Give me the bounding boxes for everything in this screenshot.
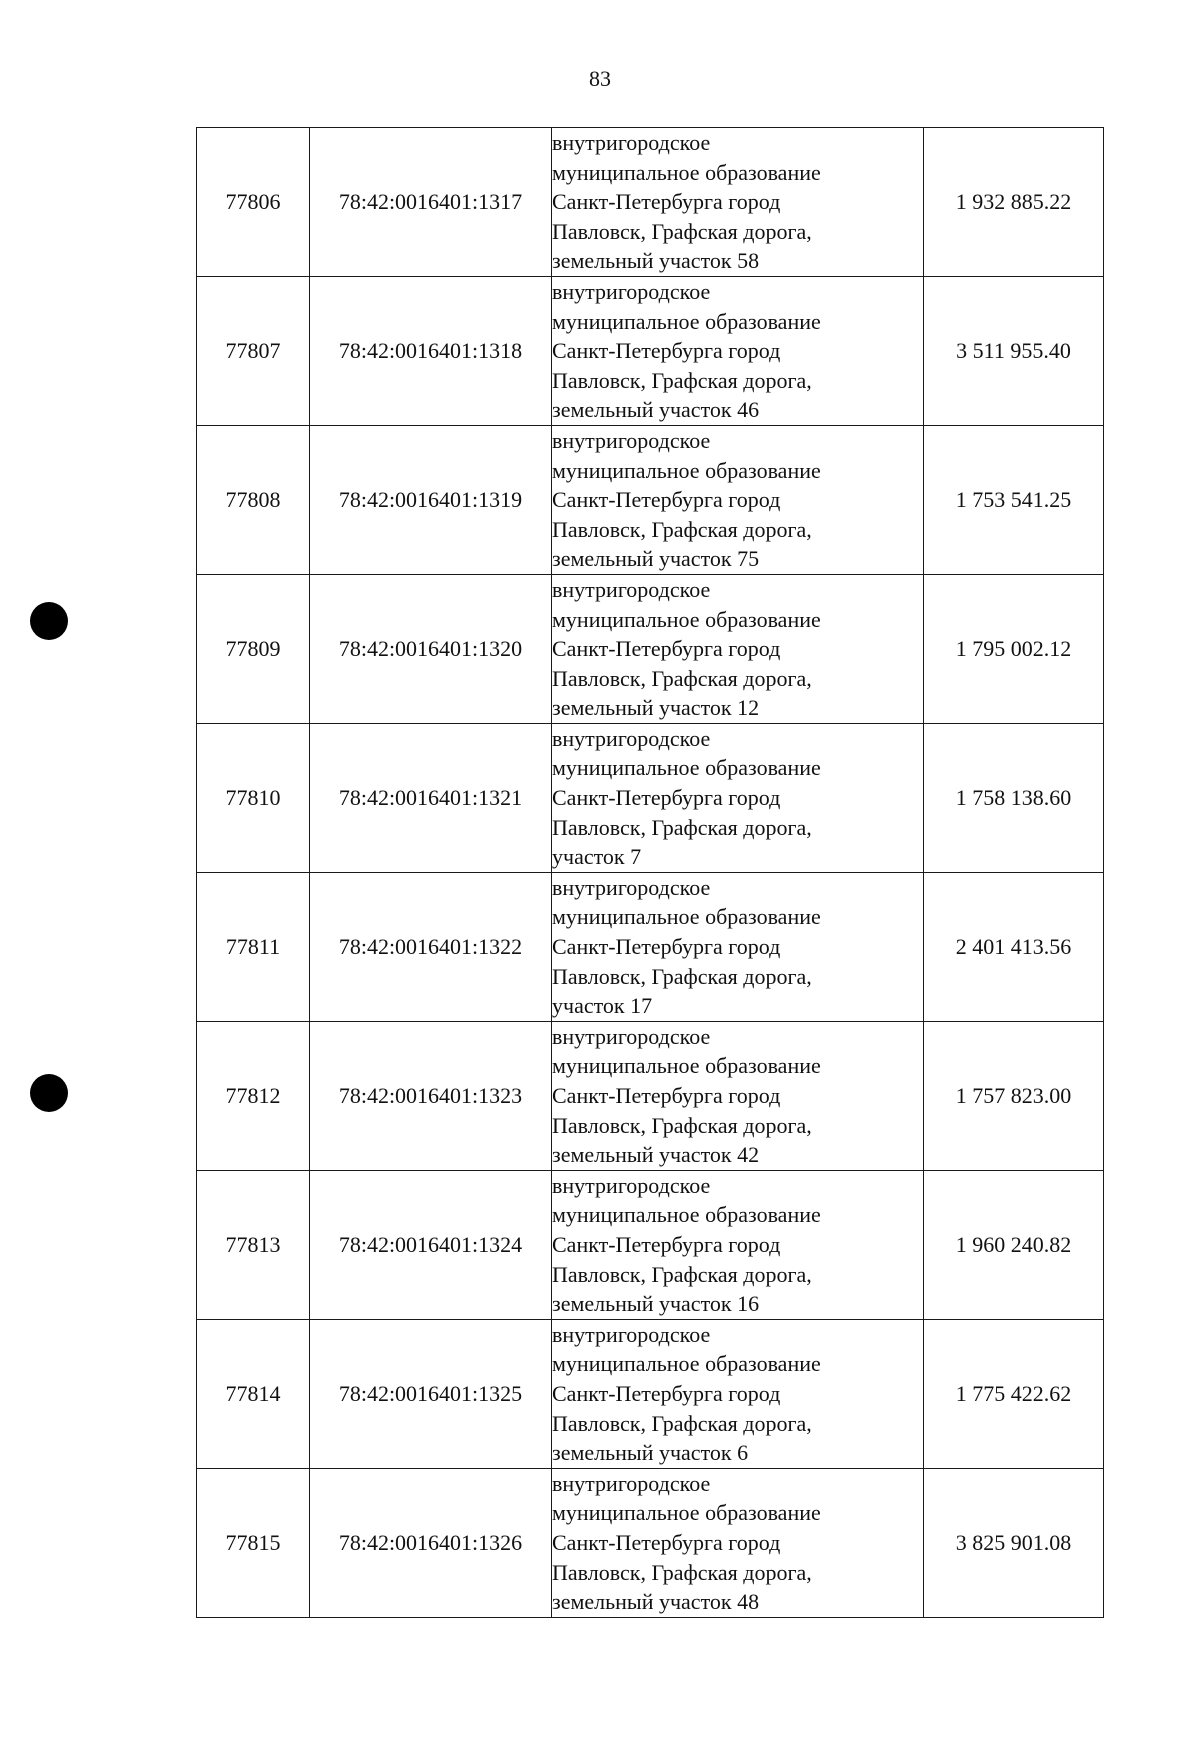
address-line: земельный участок 46 xyxy=(552,397,760,423)
row-number-cell: 77815 xyxy=(197,1468,310,1617)
row-number-cell: 77810 xyxy=(197,723,310,872)
address-line: муниципальное образование xyxy=(552,1053,821,1079)
address-cell xyxy=(552,425,924,574)
cadastral-value-cell: 3 825 901.08 xyxy=(924,1468,1104,1617)
address-line: муниципальное образование xyxy=(552,606,821,632)
address-line: участок 7 xyxy=(552,844,642,870)
cadastral-value-cell: 1 753 541.25 xyxy=(924,425,1104,574)
address-line: Павловск, Графская дорога, xyxy=(552,1112,812,1138)
row-number-cell: 77809 xyxy=(197,574,310,723)
address-line: земельный участок 42 xyxy=(552,1142,760,1168)
table-row xyxy=(197,1021,1104,1170)
address-line: муниципальное образование xyxy=(552,1500,821,1526)
address-line: земельный участок 58 xyxy=(552,248,760,274)
address-line: внутригородское xyxy=(552,1470,711,1496)
address-line: земельный участок 12 xyxy=(552,695,760,721)
row-number-cell: 77813 xyxy=(197,1170,310,1319)
row-number-cell: 77808 xyxy=(197,425,310,574)
address-line: Павловск, Графская дорога, xyxy=(552,1261,812,1287)
table-row xyxy=(197,425,1104,574)
address-line: Павловск, Графская дорога, xyxy=(552,1410,812,1436)
table-row xyxy=(197,128,1104,277)
cadastral-number-cell: 78:42:0016401:1321 xyxy=(310,723,552,872)
row-number-cell: 77811 xyxy=(197,872,310,1021)
address-line: муниципальное образование xyxy=(552,904,821,930)
address-line: внутригородское xyxy=(552,874,711,900)
address-line: земельный участок 75 xyxy=(552,546,760,572)
address-line: Санкт-Петербурга город xyxy=(552,1083,781,1108)
address-line: Павловск, Графская дорога, xyxy=(552,814,812,840)
table-row xyxy=(197,872,1104,1021)
address-line: земельный участок 48 xyxy=(552,1589,760,1615)
cadastral-value-cell: 1 757 823.00 xyxy=(924,1021,1104,1170)
address-cell xyxy=(552,128,924,277)
address-line: Санкт-Петербурга город xyxy=(552,1529,781,1555)
cadastral-number-cell: 78:42:0016401:1318 xyxy=(310,276,552,425)
cadastral-number-cell: 78:42:0016401:1322 xyxy=(310,872,552,1021)
cadastral-value-cell: 1 960 240.82 xyxy=(924,1170,1104,1319)
address-cell xyxy=(552,1468,924,1617)
address-line: муниципальное образование xyxy=(552,308,821,334)
cadastral-number-cell: 78:42:0016401:1320 xyxy=(310,574,552,723)
cadastral-number-cell: 78:42:0016401:1319 xyxy=(310,425,552,574)
cadastral-value-cell: 1 758 138.60 xyxy=(924,723,1104,872)
address-line: участок 17 xyxy=(552,993,653,1019)
address-cell xyxy=(552,574,924,723)
row-number-cell: 77807 xyxy=(197,276,310,425)
address-line: внутригородское xyxy=(552,1172,711,1198)
table-row xyxy=(197,1468,1104,1617)
address-line: муниципальное образование xyxy=(552,1351,821,1377)
address-cell xyxy=(552,1021,924,1170)
address-line: Санкт-Петербурга город xyxy=(552,487,781,513)
address-line: муниципальное образование xyxy=(552,755,821,781)
address-line: Павловск, Графская дорога, xyxy=(552,963,812,989)
address-line: Павловск, Графская дорога, xyxy=(552,665,812,691)
address-line: Павловск, Графская дорога, xyxy=(552,516,812,542)
punch-hole-mark xyxy=(30,1074,68,1112)
address-line: внутригородское xyxy=(552,576,711,602)
address-line: Санкт-Петербурга город xyxy=(552,934,781,960)
address-line: Павловск, Графская дорога, xyxy=(552,1559,812,1585)
address-line: земельный участок 6 xyxy=(552,1440,749,1466)
address-line: Санкт-Петербурга город xyxy=(552,189,781,215)
address-line: внутригородское xyxy=(552,130,711,155)
cadastral-value-cell: 2 401 413.56 xyxy=(924,872,1104,1021)
address-line: муниципальное образование xyxy=(552,1202,821,1228)
address-line: внутригородское xyxy=(552,1023,711,1049)
cadastral-number-cell: 78:42:0016401:1317 xyxy=(310,128,552,277)
address-line: Санкт-Петербурга город xyxy=(552,636,781,662)
registry-table xyxy=(196,127,1104,1618)
table-row xyxy=(197,276,1104,425)
table-row xyxy=(197,1170,1104,1319)
address-line: муниципальное образование xyxy=(552,159,821,185)
row-number-cell: 77806 xyxy=(197,128,310,277)
cadastral-value-cell: 1 775 422.62 xyxy=(924,1319,1104,1468)
address-cell xyxy=(552,1319,924,1468)
address-line: внутригородское xyxy=(552,278,711,304)
address-cell xyxy=(552,723,924,872)
address-line: внутригородское xyxy=(552,427,711,453)
address-cell xyxy=(552,872,924,1021)
cadastral-value-cell: 1 932 885.22 xyxy=(924,128,1104,277)
row-number-cell: 77814 xyxy=(197,1319,310,1468)
cadastral-number-cell: 78:42:0016401:1326 xyxy=(310,1468,552,1617)
cadastral-value-cell: 1 795 002.12 xyxy=(924,574,1104,723)
address-line: Санкт-Петербурга город xyxy=(552,1380,781,1406)
address-cell xyxy=(552,1170,924,1319)
address-line: Павловск, Графская дорога, xyxy=(552,367,812,393)
address-line: муниципальное образование xyxy=(552,457,821,483)
table-row xyxy=(197,574,1104,723)
address-cell xyxy=(552,276,924,425)
punch-hole-mark xyxy=(30,602,68,640)
address-line: Санкт-Петербурга город xyxy=(552,1231,781,1257)
address-line: Санкт-Петербурга город xyxy=(552,785,781,811)
page-number: 83 xyxy=(589,66,611,91)
table-row xyxy=(197,1319,1104,1468)
address-line: внутригородское xyxy=(552,1321,711,1347)
address-line: внутригородское xyxy=(552,725,711,751)
table-row xyxy=(197,723,1104,872)
cadastral-number-cell: 78:42:0016401:1323 xyxy=(310,1021,552,1170)
address-line: Павловск, Графская дорога, xyxy=(552,218,812,244)
registry-table-body xyxy=(197,128,1104,1618)
row-number-cell: 77812 xyxy=(197,1021,310,1170)
cadastral-number-cell: 78:42:0016401:1325 xyxy=(310,1319,552,1468)
cadastral-value-cell: 3 511 955.40 xyxy=(924,276,1104,425)
cadastral-number-cell: 78:42:0016401:1324 xyxy=(310,1170,552,1319)
address-line: земельный участок 16 xyxy=(552,1291,760,1317)
address-line: Санкт-Петербурга город xyxy=(552,338,781,364)
